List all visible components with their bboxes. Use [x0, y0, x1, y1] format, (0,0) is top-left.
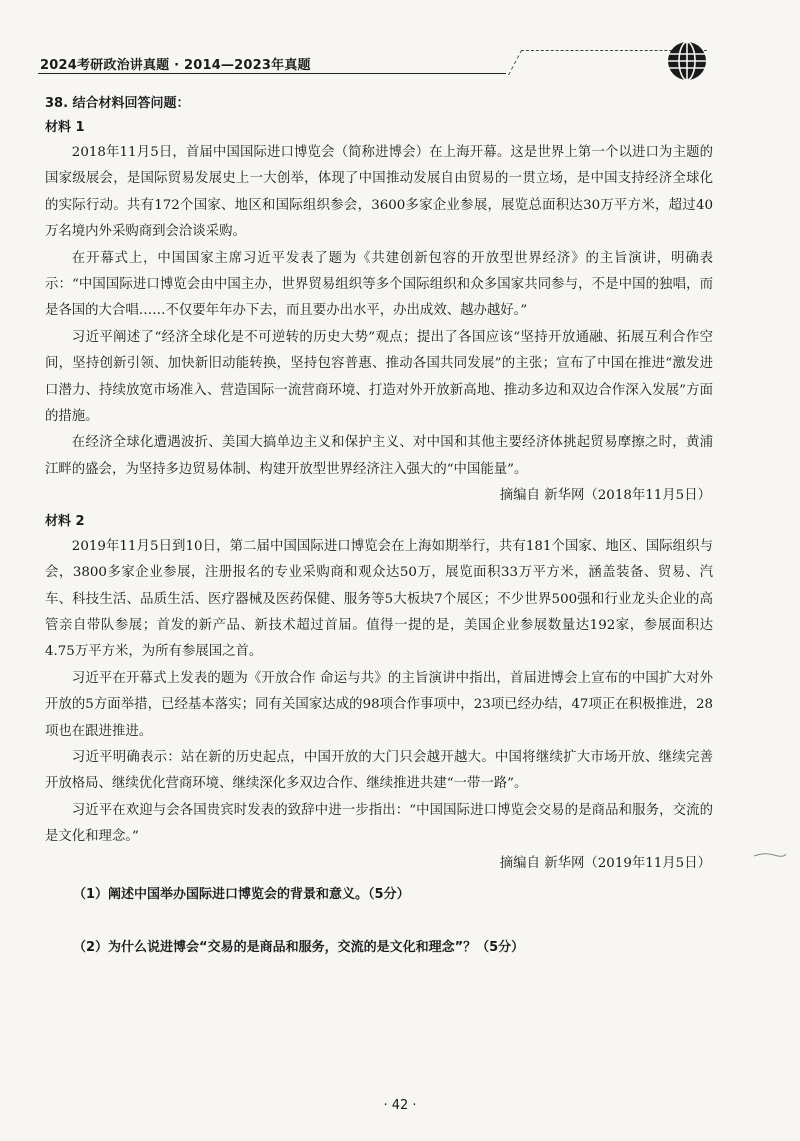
material-2-label: 材料 2 — [45, 513, 85, 529]
header-title: 2024考研政治讲真题 · 2014—2023年真题 — [40, 58, 311, 73]
globe-icon — [666, 40, 708, 82]
material-1-paragraph: 在经济全球化遭遇波折、美国大搞单边主义和保护主义、对中国和其他主要经济体挑起贸易摩擦之时，黄浦江畔的盛会，为坚持多边贸易体制、构建开放型世界经济注入强大的“中国能量”。 — [45, 435, 713, 477]
material-2-paragraph: 习近平明确表示：站在新的历史起点，中国开放的大门只会越开越大。中国将继续扩大市场开放、继续完善开放格局、继续优化营商环境、继续深化多双边合作、继续推进共建“一带一路”。 — [45, 749, 713, 792]
page-number: · 42 · — [383, 1098, 417, 1113]
material-2-paragraph: 习近平在欢迎与会各国贵宾时发表的致辞中进一步指出：“中国国际进口博览会交易的是商品和服务，交流的是文化和理念。” — [45, 802, 713, 845]
material-1-paragraph: 2018年11月5日，首届中国国际进口博览会（简称进博会）在上海开幕。这是世界上第一个以进口为主题的国家级展会，是国际贸易发展史上一大创举，体现了中国推动发展自由贸易的一贯立场，是中国支持经济全球化的实际行动。共有172个国家、地区和国际组织参会，3600多家企业参展，展览总面积达30万平方米，超过40万名境内外采购商到会洽谈采购。 — [45, 145, 713, 240]
question-body — [45, 92, 713, 907]
pen-mark — [752, 850, 788, 860]
material-1-source: 摘编自 新华网（2018年11月5日） — [499, 488, 711, 504]
header-rule — [38, 73, 506, 74]
material-2-source: 摘编自 新华网（2019年11月5日） — [499, 855, 711, 871]
subquestion-2: （2）为什么说进博会“交易的是商品和服务，交流的是文化和理念”？（5分） — [73, 940, 525, 955]
material-2-paragraph: 2019年11月5日到10日，第二届中国国际进口博览会在上海如期举行，共有181个国家、地区、国际组织与会，3800多家企业参展，注册报名的专业采购商和观众达50万，展览面积33万平方米，涵盖装备、贸易、汽车、科技生活、品质生活、医疗器械及医药保健、服务等5大板块7个展区；不少世界500强和行业龙头企业的高管亲自带队参展；首发的新产品、新技术超过首届。值得一提的是，美国企业参展数量达192家，参展面积达4.75万平方米，为所有参展国之首。 — [45, 538, 713, 660]
material-2-paragraph: 习近平在开幕式上发表的题为《开放合作 命运与共》的主旨演讲中指出，首届进博会上宣布的中国扩大对外开放的5方面举措，已经基本落实；同有关国家达成的98项合作事项中，23项已经办结，47项正在积极推进，28项也在跟进推进。 — [45, 670, 713, 739]
material-1-paragraph: 习近平阐述了“经济全球化是不可逆转的历史大势”观点；提出了各国应该“坚持开放通融、拓展互利合作空间，坚持创新引领、加快新旧动能转换，坚持包容普惠、推动各国共同发展”的主张；宣布了中国在推进“激发进口潜力、持续放宽市场准入、营造国际一流营商环境、打造对外开放新高地、推动多边和双边合作深入发展”方面的措施。 — [45, 329, 713, 425]
subquestion-1: （1）阐述中国举办国际进口博览会的背景和意义。（5分） — [73, 886, 410, 902]
material-1-label: 材料 1 — [45, 120, 85, 135]
material-1-paragraph: 在开幕式上，中国国家主席习近平发表了题为《共建创新包容的开放型世界经济》的主旨演讲，明确表示：“中国国际进口博览会由中国主办，世界贸易组织等多个国际组织和众多国家共同参与，不是中国的独唱，而是各国的大合唱……不仅要年年办下去，而且要办出水平，办出成效、越办越好。” — [45, 250, 713, 319]
running-header — [38, 50, 718, 74]
question-title: 38. 结合材料回答问题： — [45, 96, 190, 111]
